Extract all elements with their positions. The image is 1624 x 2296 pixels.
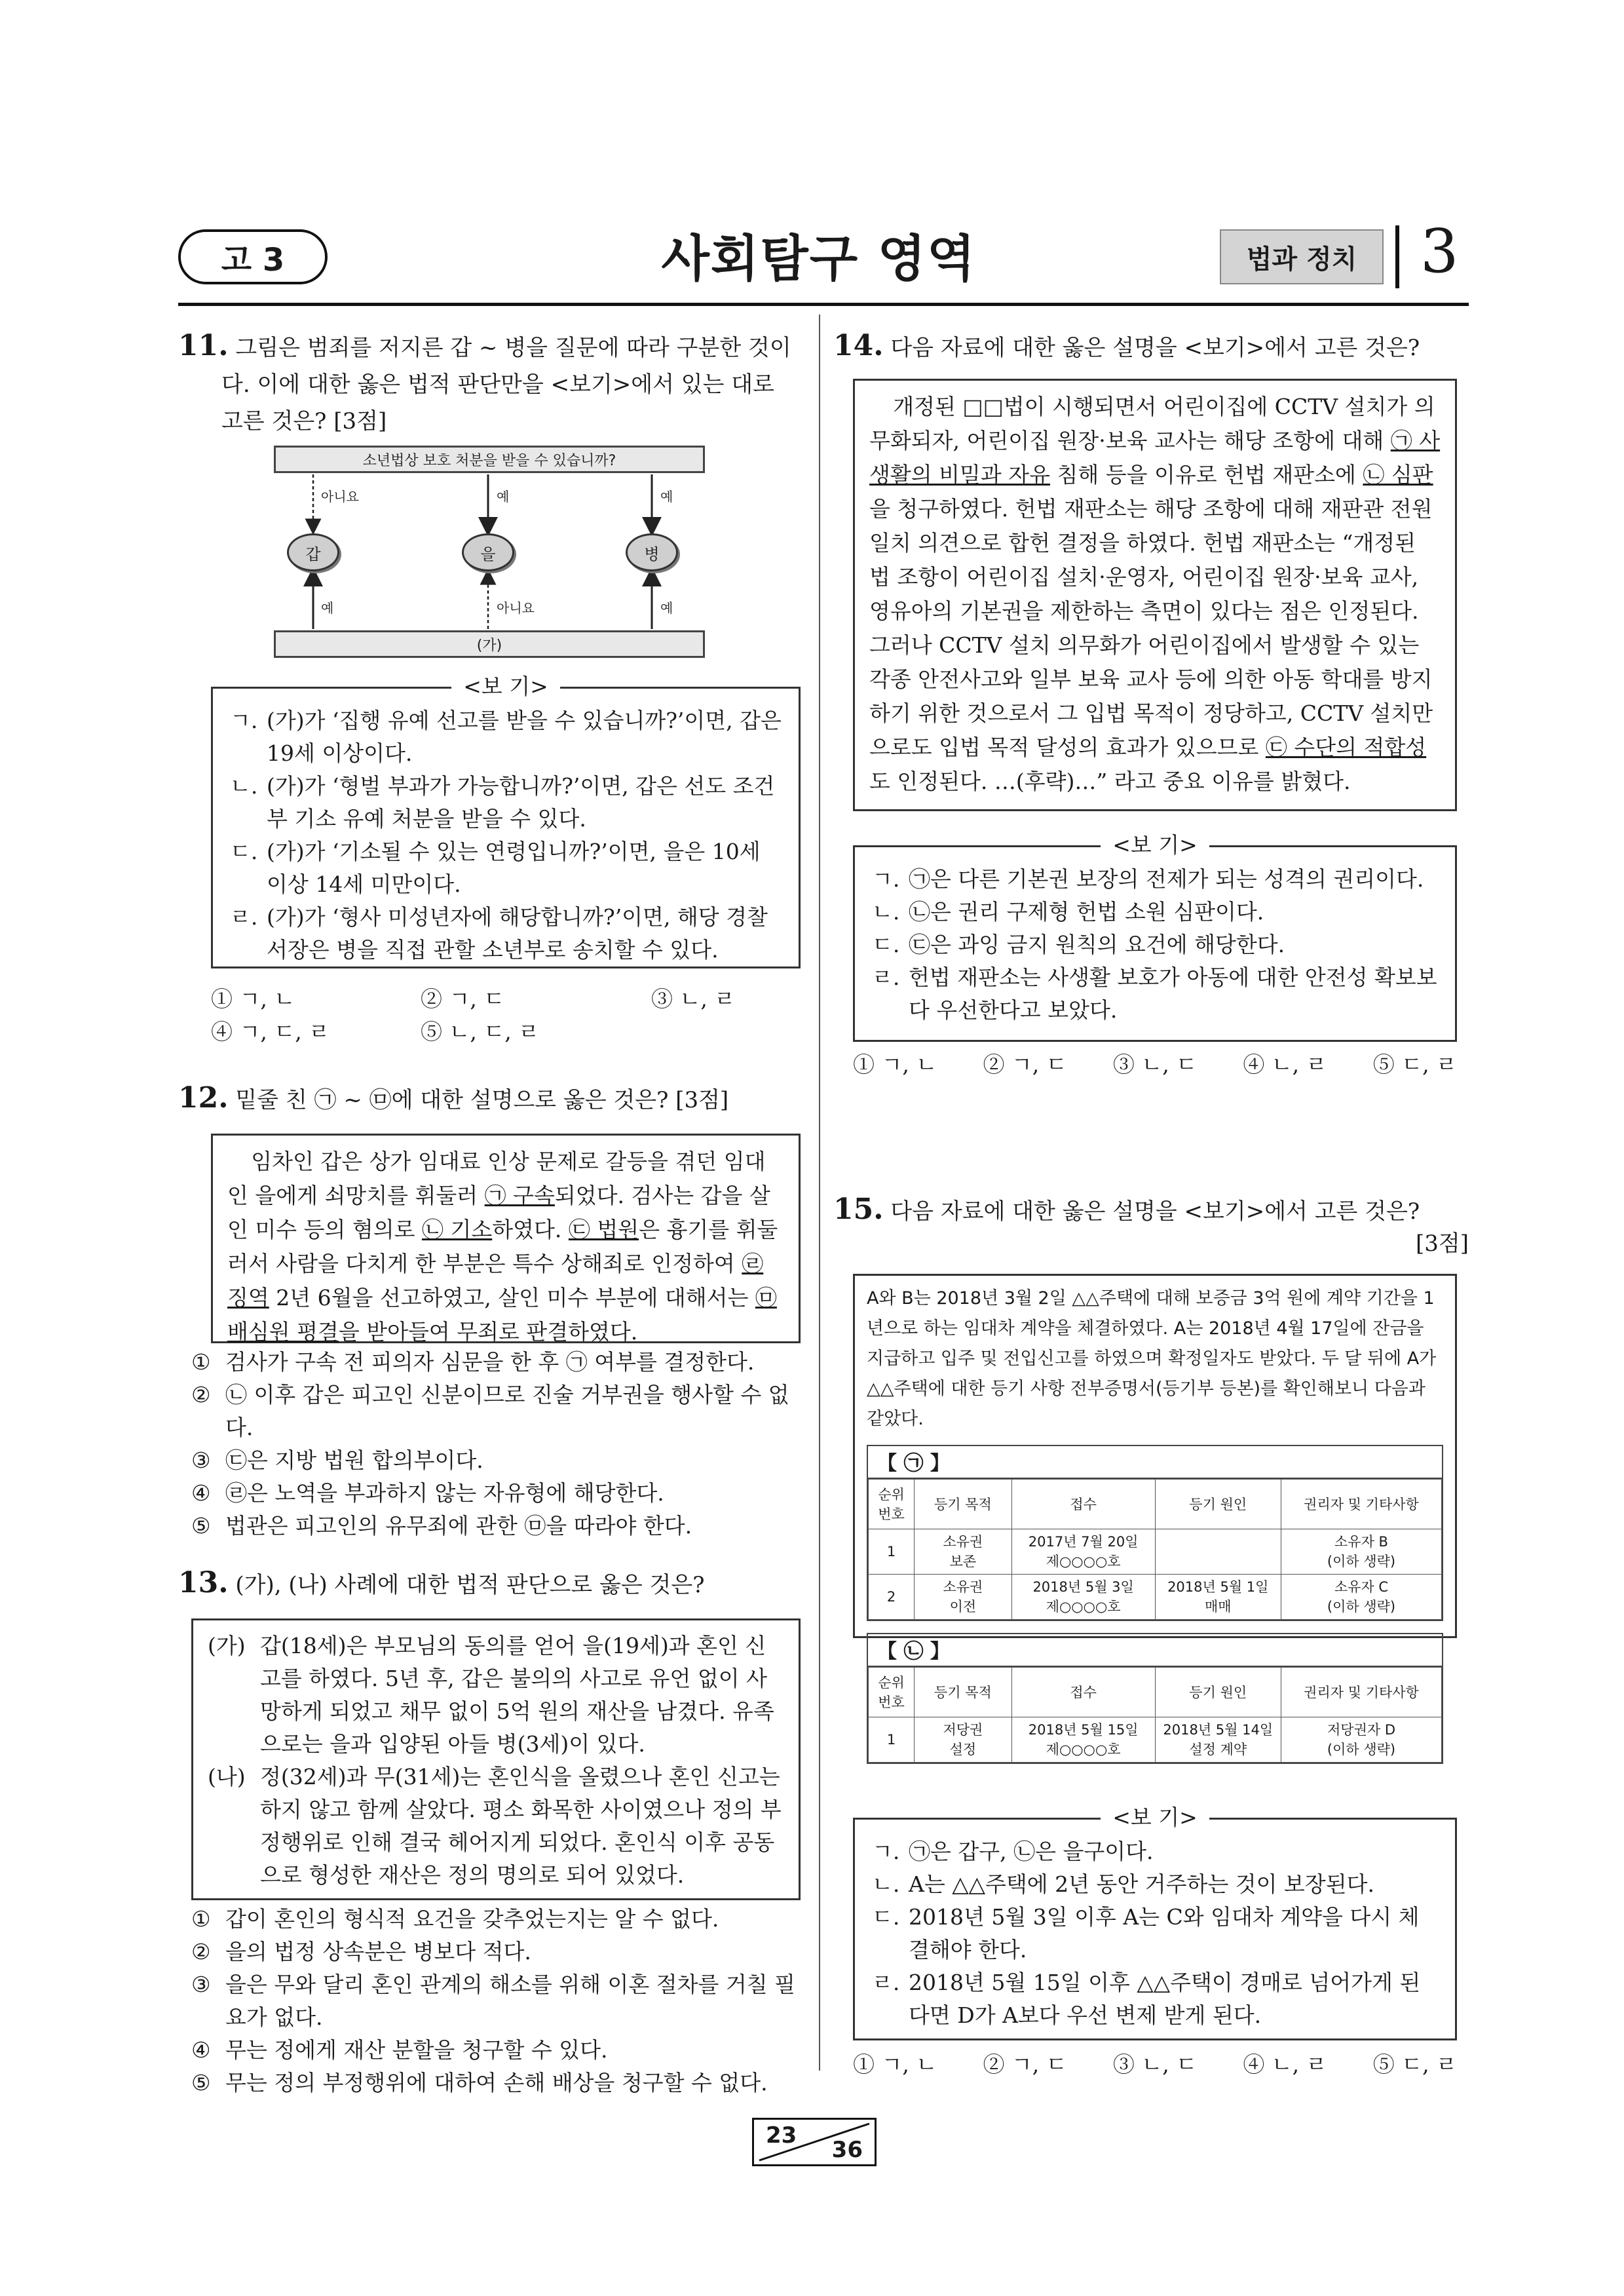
case-na: (나) 정(32세)과 무(31세)는 혼인식을 올렸으나 혼인 신고는 하지 않고 함께 살았다. 평소 화목한 사이였으나 정의 부정행위로 인해 결국 헤어지게 되었다. 혼인식 이후 공동으로 형성한 재산은 정의 명의로 되어 있었다. xyxy=(208,1764,782,1888)
choice-2[interactable]: ② ㄱ, ㄷ xyxy=(421,986,505,1012)
underlined-term: ㉢ 수단의 적합성 xyxy=(1265,735,1427,760)
diagram-node-eul: 을 xyxy=(462,533,514,571)
choice-3[interactable]: ③ ㄴ, ㄷ xyxy=(1112,2052,1198,2077)
bogi-item: ㄴ. (가)가 ‘형벌 부과가 가능합니까?’이면, 갑은 선도 조건부 기소 유예 처분을 받을 수 있다. xyxy=(230,773,775,832)
question-text: (가), (나) 사례에 대한 법적 판단으로 옳은 것은? xyxy=(235,1572,705,1598)
page-number: 3 xyxy=(1420,216,1459,286)
diagram-node-gap: 갑 xyxy=(287,533,339,571)
bogi-label: <보 기> xyxy=(1101,832,1209,858)
option-3[interactable]: ③ 을은 무와 달리 혼인 관계의 해소를 위해 이혼 절차를 거칠 필요가 없다. xyxy=(191,1972,795,2030)
page-title: 사회탐구 영역 xyxy=(661,229,977,288)
question-text: 다음 자료에 대한 옳은 설명을 <보기>에서 고른 것은? xyxy=(890,1198,1420,1225)
diagram-node-byeong: 병 xyxy=(626,533,678,571)
choice-4[interactable]: ④ ㄴ, ㄹ xyxy=(1243,2052,1327,2077)
table-row: 1 소유권 보존 2017년 7월 20일 제○○○○호 소유자 B (이하 생략) xyxy=(869,1529,1442,1575)
q14-bogi-box xyxy=(853,832,1457,1042)
choice-4[interactable]: ④ ㄴ, ㄹ xyxy=(1243,1052,1327,1077)
option-1[interactable]: ① 검사가 구속 전 피의자 심문을 한 후 ㉠ 여부를 결정한다. xyxy=(191,1349,755,1375)
bogi-item: ㄱ. (가)가 ‘집행 유예 선고를 받을 수 있습니까?’이면, 갑은 19세 이상이다. xyxy=(230,708,782,766)
col-header: 순위 번호 xyxy=(869,1480,915,1529)
passage-text xyxy=(227,1145,784,1349)
choice-3[interactable]: ③ ㄴ, ㄷ xyxy=(1112,1052,1198,1077)
col-header: 등기 원인 xyxy=(1155,1480,1281,1529)
diagram-label-eul-top: 예 xyxy=(497,489,510,505)
q11-bogi-box xyxy=(211,674,801,968)
underlined-term: ㉠ 사생활의 비밀과 자유 xyxy=(869,428,1441,488)
col-header: 등기 원인 xyxy=(1155,1668,1281,1717)
choice-5[interactable]: ⑤ ㄷ, ㄹ xyxy=(1372,1052,1457,1077)
q11-choices-row2 xyxy=(211,1016,801,1048)
question-13 xyxy=(178,1565,801,1603)
passage-segment: 임차인 갑은 상가 임대료 인상 문제로 갈등을 겪던 임대인 을에게 쇠망치를 휘둘러 xyxy=(227,1149,766,1208)
passage-segment: 을 받아들여 무죄로 판결하였다. xyxy=(338,1319,638,1345)
passage-segment: 도 인정된다. …(후략)…” 라고 중요 이유를 밝혔다. xyxy=(869,769,1351,794)
choice-3[interactable]: ③ ㄴ, ㄹ xyxy=(651,986,736,1012)
underlined-term: ㉡ 기소 xyxy=(421,1217,493,1242)
option-2[interactable]: ② ㉡ 이후 갑은 피고인 신분이므로 진술 거부권을 행사할 수 없다. xyxy=(191,1382,789,1440)
q14-choices xyxy=(853,1048,1457,1081)
bogi-item: ㄷ. (가)가 ‘기소될 수 있는 연령입니까?’이면, 을은 10세 이상 14세 미만이다. xyxy=(230,839,761,897)
bogi-item: ㄷ. ㉢은 과잉 금지 원칙의 요건에 해당한다. xyxy=(872,932,1285,957)
passage-segment: 되었다. 검사는 갑을 살인 미수 등의 혐의로 xyxy=(227,1183,770,1242)
passage-segment: 은 흉기를 휘둘러서 사람을 다치게 한 부분은 특수 상해죄로 인정하여 xyxy=(227,1217,778,1276)
q11-diagram xyxy=(274,446,705,668)
choice-4[interactable]: ④ ㄱ, ㄷ, ㄹ xyxy=(211,1019,330,1044)
q12-options xyxy=(191,1346,801,1542)
choice-1[interactable]: ① ㄱ, ㄴ xyxy=(853,1052,937,1077)
underlined-term: ㉡ 심판 xyxy=(1363,462,1433,488)
choice-5[interactable]: ⑤ ㄴ, ㄷ, ㄹ xyxy=(421,1019,540,1044)
lease-text: A와 B는 2018년 3월 2일 △△주택에 대해 보증금 3억 원에 계약 기간을 1년으로 하는 임대차 계약을 체결하였다. A는 2018년 4월 17일에 잔금을 지급하고 입주 및 전입신고를 하였으며 확정일자도 받았다. 두 달 뒤에 A가 △△주택에 대한 등기 사항 전부증명서(등기부 등본)를 확인해보니 다음과 같았다. xyxy=(867,1288,1437,1429)
option-4[interactable]: ④ 무는 정에게 재산 분할을 청구할 수 있다. xyxy=(191,2037,608,2063)
passage-segment: 침해 등을 이유로 헌법 재판소에 xyxy=(1050,462,1363,488)
diagram-label-gap-top: 아니요 xyxy=(321,489,359,505)
question-12 xyxy=(178,1080,801,1119)
bogi-item: ㄱ. ㉠은 갑구, ㉡은 을구이다. xyxy=(872,1839,1154,1864)
col-header: 권리자 및 기타사항 xyxy=(1281,1480,1442,1529)
choice-1[interactable]: ① ㄱ, ㄴ xyxy=(853,2052,937,2077)
diagram-label-gap-bottom: 예 xyxy=(321,600,334,616)
option-5[interactable]: ⑤ 법관은 피고인의 유무죄에 관한 ㉤을 따라야 한다. xyxy=(191,1513,692,1539)
subject-badge: 법과 정치 xyxy=(1220,229,1384,284)
bogi-item: ㄹ. 헌법 재판소는 사생활 보호가 아동에 대한 안전성 확보보다 우선한다고 보았다. xyxy=(872,965,1437,1023)
header-rule xyxy=(178,303,1469,306)
question-number: 14. xyxy=(833,329,884,362)
passage-segment: 개정된 □□법이 시행되면서 어린이집에 CCTV 설치가 의무화되자, 어린이집 원장·보육 교사는 해당 조항에 대해 xyxy=(869,394,1435,453)
grade-badge: 고 3 xyxy=(178,229,328,284)
question-15 xyxy=(833,1191,1469,1230)
bogi-item: ㄱ. ㉠은 다른 기본권 보장의 전제가 되는 성격의 권리이다. xyxy=(872,866,1424,892)
choice-2[interactable]: ② ㄱ, ㄷ xyxy=(983,2052,1067,2077)
bogi-label: <보 기> xyxy=(451,674,560,699)
bogi-item: ㄷ. 2018년 5월 3일 이후 A는 C와 임대차 계약을 다시 체결해야 한다. xyxy=(872,1904,1420,1962)
footer-page-indicator xyxy=(752,2118,877,2166)
table-row: 1 저당권 설정 2018년 5월 15일 제○○○○호 2018년 5월 14일 설정 계약 저당권자 D (이하 생략) xyxy=(869,1717,1442,1763)
col-header: 등기 목적 xyxy=(915,1480,1012,1529)
question-number: 15. xyxy=(833,1193,884,1226)
subject-divider xyxy=(1395,225,1399,288)
option-2[interactable]: ② 을의 법정 상속분은 병보다 적다. xyxy=(191,1939,531,1964)
q15-choices xyxy=(853,2048,1457,2081)
case-ga: (가) 갑(18세)은 부모님의 동의를 얻어 을(19세)과 혼인 신고를 하였다. 5년 후, 갑은 불의의 사고로 유언 없이 사망하게 되었고 채무 없이 5억 원의 재산을 남겼다. 유족으로는 을과 입양된 아들 병(3세)이 있다. xyxy=(208,1633,774,1757)
q11-choices-row1 xyxy=(211,983,801,1016)
registry-title: 【 ㉡ 】 xyxy=(868,1634,1442,1667)
q15-bogi-box xyxy=(853,1805,1457,2040)
option-4[interactable]: ④ ㉣은 노역을 부과하지 않는 자유형에 해당한다. xyxy=(191,1480,664,1506)
col-header: 접수 xyxy=(1011,1480,1155,1529)
diagram-label-eul-bottom: 아니요 xyxy=(497,600,535,616)
question-11 xyxy=(178,328,801,440)
choice-2[interactable]: ② ㄱ, ㄷ xyxy=(983,1052,1067,1077)
underlined-term: ㉢ 법원 xyxy=(568,1217,639,1242)
col-header: 접수 xyxy=(1011,1668,1155,1717)
underlined-term: ㉠ 구속 xyxy=(484,1183,555,1208)
passage-segment: 을 청구하였다. 헌법 재판소는 해당 조항에 대해 재판관 전원일치 의견으로 합헌 결정을 하였다. 헌법 재판소는 “개정된 법 조항이 어린이집 설치·운영자, 어린이집 원장·보육 교사, 영유아의 기본권을 제한하는 측면이 있다는 점은 인정된다. 그러나 CCTV 설치 의무화가 어린이집에서 발생할 수 있는 각종 안전사고와 일부 보육 교사 등에 의한 아동 학대를 방지하기 위한 것으로서 그 입법 목적이 정당하고, CCTV 설치만으로도 입법 목적 달성의 효과가 있으므로 xyxy=(869,496,1433,760)
passage-text xyxy=(869,390,1441,799)
column-divider xyxy=(819,315,820,2071)
registry-table-2 xyxy=(867,1633,1443,1764)
question-text: 그림은 범죄를 저지른 갑 ~ 병을 질문에 따라 구분한 것이다. 이에 대한 옳은 법적 판단만을 <보기>에서 있는 대로 고른 것은? [3점] xyxy=(221,335,791,434)
bogi-item: ㄹ. (가)가 ‘형사 미성년자에 해당합니까?’이면, 해당 경찰서장은 병을 직접 관할 소년부로 송치할 수 있다. xyxy=(230,904,768,963)
question-14 xyxy=(833,328,1469,366)
bogi-item: ㄴ. A는 △△주택에 2년 동안 거주하는 것이 보장된다. xyxy=(872,1871,1374,1897)
col-header: 권리자 및 기타사항 xyxy=(1281,1668,1442,1717)
diagram-bottom-box: (가) xyxy=(274,630,705,658)
bogi-item: ㄴ. ㉡은 권리 구제형 헌법 소원 심판이다. xyxy=(872,899,1264,925)
bogi-item: ㄹ. 2018년 5월 15일 이후 △△주택이 경매로 넘어가게 된다면 D가 A보다 우선 변제 받게 된다. xyxy=(872,1970,1421,2028)
q13-options xyxy=(191,1903,801,2099)
q13-cases-box xyxy=(191,1618,801,1900)
passage-segment: 2년 6월을 선고하였고, 살인 미수 부분에 대해서는 xyxy=(269,1285,755,1311)
option-5[interactable]: ⑤ 무는 정의 부정행위에 대하여 손해 배상을 청구할 수 없다. xyxy=(191,2070,768,2095)
passage-segment: 하였다. xyxy=(492,1217,569,1242)
q12-passage-box xyxy=(211,1134,801,1343)
question-text: 다음 자료에 대한 옳은 설명을 <보기>에서 고른 것은? xyxy=(890,335,1420,361)
col-header: 순위 번호 xyxy=(869,1668,915,1717)
footer-total: 36 xyxy=(831,2137,863,2163)
diagram-label-byeong-top: 예 xyxy=(660,489,673,505)
table-row: 2 소유권 이전 2018년 5월 3일 제○○○○호 2018년 5월 1일 매매 소유자 C (이하 생략) xyxy=(869,1575,1442,1620)
option-1[interactable]: ① 갑이 혼인의 형식적 요건을 갖추었는지는 알 수 없다. xyxy=(191,1906,719,1932)
q15-lease-box xyxy=(853,1274,1457,1757)
registry-title: 【 ㉠ 】 xyxy=(868,1446,1442,1479)
q14-passage-box xyxy=(853,379,1457,811)
diagram-label-byeong-bottom: 예 xyxy=(660,600,673,616)
choice-1[interactable]: ① ㄱ, ㄴ xyxy=(211,986,295,1012)
question-number: 12. xyxy=(178,1081,229,1115)
question-number: 11. xyxy=(178,329,229,362)
col-header: 등기 목적 xyxy=(915,1668,1012,1717)
registry-table-1 xyxy=(867,1445,1443,1621)
question-points: [3점] xyxy=(1415,1231,1469,1257)
underlined-term: ㉣ 징역 xyxy=(227,1251,764,1311)
bogi-label: <보 기> xyxy=(1101,1805,1209,1830)
question-text: 밑줄 친 ㉠ ~ ㉤에 대한 설명으로 옳은 것은? [3점] xyxy=(235,1087,729,1113)
footer-page: 23 xyxy=(766,2122,797,2149)
choice-5[interactable]: ⑤ ㄷ, ㄹ xyxy=(1372,2052,1457,2077)
question-number: 13. xyxy=(178,1566,229,1599)
underlined-term: ㉤ 배심원 평결 xyxy=(227,1285,777,1345)
option-3[interactable]: ③ ㉢은 지방 법원 합의부이다. xyxy=(191,1447,483,1473)
diagram-top-question: 소년법상 보호 처분을 받을 수 있습니까? xyxy=(274,446,705,473)
